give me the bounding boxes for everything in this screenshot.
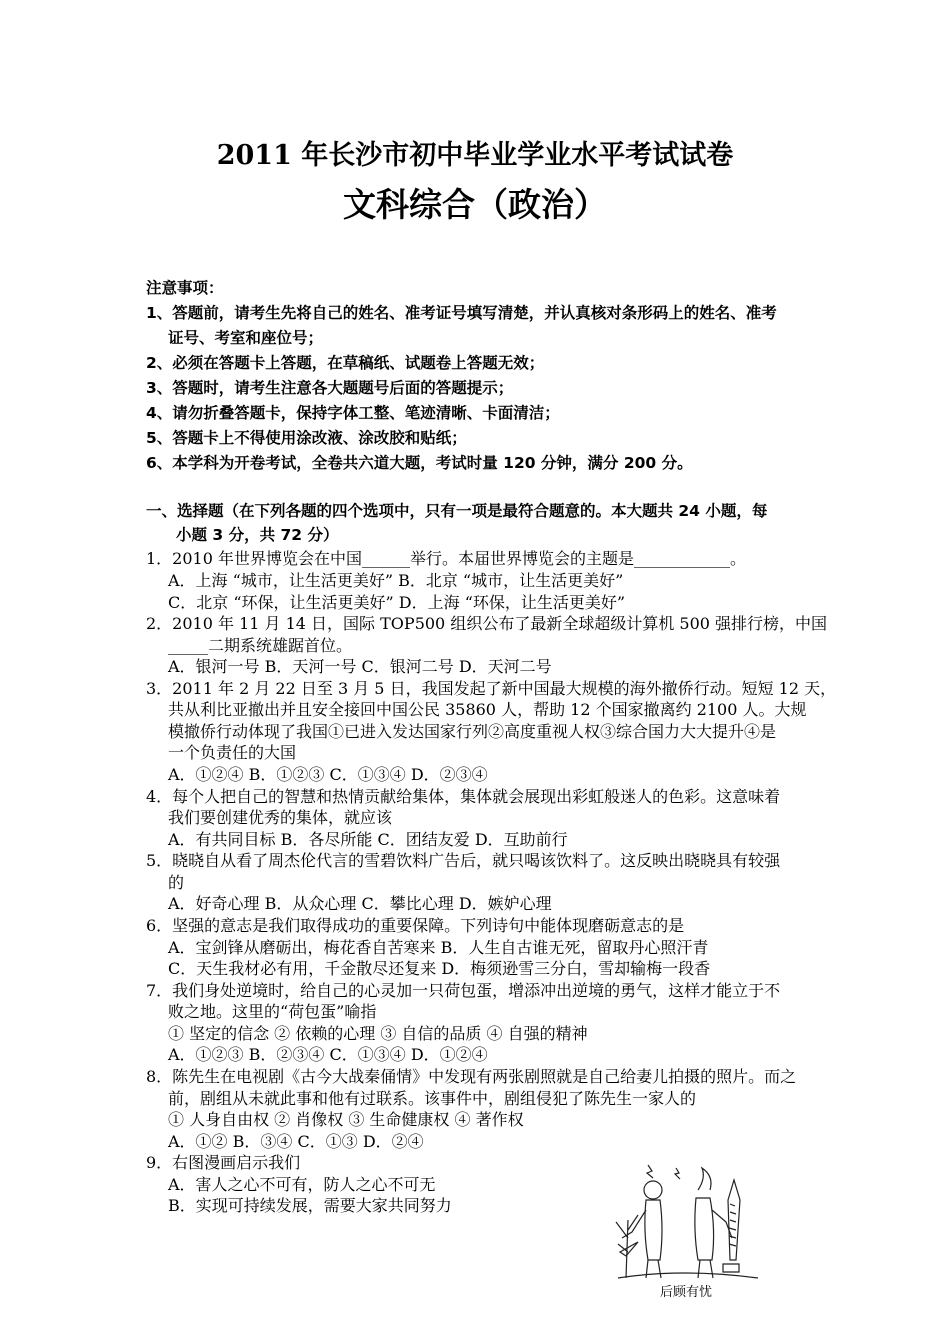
left-man xyxy=(645,1200,662,1260)
right-man-head xyxy=(698,1168,711,1190)
question-8-options: A．①② B．③④ C．①③ D．②④ xyxy=(168,1132,424,1151)
section-heading: 一、选择题（在下列各题的四个选项中，只有一项是最符合题意的。本大题共 24 小题，每 xyxy=(146,502,768,520)
question-3: 3．2011 年 2 月 22 日至 3 月 5 日，我国发起了新中国最大规模的海外撤侨行动。短短 12 天， xyxy=(146,679,837,698)
question-5: 5．晓晓自从看了周杰伦代言的雪碧饮料广告后，就只喝该饮料了。这反映出晓晓具有较强 xyxy=(146,851,781,870)
axe xyxy=(723,1264,739,1272)
question-6: 6．坚强的意志是我们取得成功的重要保障。下列诗句中能体现磨砺意志的是 xyxy=(146,916,685,935)
notice-item: 1、答题前，请考生先将自己的姓名、准考证号填写清楚，并认真核对条形码上的姓名、准考 xyxy=(146,304,777,322)
question-9-option-b: B．实现可持续发展，需要大家共同努力 xyxy=(168,1196,452,1215)
question-7-cont: 败之地。这里的“荷包蛋”喻指 xyxy=(168,1002,377,1021)
section-heading-cont: 小题 3 分，共 72 分） xyxy=(176,526,339,544)
question-1-options: C．北京 “环保，让生活更美好” D．上海 “环保，让生活更美好” xyxy=(168,593,626,612)
ground-line xyxy=(618,1273,758,1278)
right-man xyxy=(695,1198,714,1260)
saw xyxy=(728,1180,740,1260)
question-5-options: A．好奇心理 B．从众心理 C．攀比心理 D．嫉妒心理 xyxy=(168,894,552,913)
question-1-options: A．上海 “城市，让生活更美好” B．北京 “城市，让生活更美好” xyxy=(168,571,624,590)
question-6-options: C．天生我材必有用，千金散尽还复来 D．梅须逊雪三分白，雪却输梅一段香 xyxy=(168,959,711,978)
figure-caption: 后顾有忧 xyxy=(660,1285,713,1300)
question-2-cont: _____二期系统雄踞首位。 xyxy=(168,636,353,655)
watering-can xyxy=(620,1242,638,1256)
question-8-cont: 前，剧组从未就此事和他有过联系。该事件中，剧组侵犯了陈先生一家人的 xyxy=(168,1089,697,1108)
question-4-options: A．有共同目标 B．各尽所能 C．团结友爱 D．互助前行 xyxy=(168,830,568,849)
notice-item: 6、本学科为开卷考试，全卷共六道大题，考试时量 120 分钟，满分 200 分。 xyxy=(146,454,693,472)
exam-title: 2011 年长沙市初中毕业学业水平考试试卷 xyxy=(216,140,734,171)
question-6-options: A．宝剑锋从磨砺出，梅花香自苦寒来 B．人生自古谁无死，留取丹心照汗青 xyxy=(168,938,709,957)
question-2: 2．2010 年 11 月 14 日，国际 TOP500 组织公布了最新全球超级计算机 500 强排行榜，中国 xyxy=(146,614,828,633)
notice-heading: 注意事项： xyxy=(146,279,224,297)
notice-item: 证号、考室和座位号； xyxy=(168,329,324,347)
question-7-options: A．①②③ B．②③④ C．①③④ D．①②④ xyxy=(168,1045,488,1064)
question-4-cont: 我们要创建优秀的集体，就应该 xyxy=(168,808,393,827)
question-2-options: A．银河一号 B．天河一号 C．银河二号 D．天河二号 xyxy=(168,657,552,676)
question-7: 7．我们身处逆境时，给自己的心灵加一只荷包蛋，增添冲出逆境的勇气，这样才能立于不 xyxy=(146,981,781,1000)
question-5-cont: 的 xyxy=(168,873,185,892)
notice-item: 2、必须在答题卡上答题，在草稿纸、试题卷上答题无效； xyxy=(146,354,545,372)
question-3-options: A．①②④ B．①②③ C．①③④ D．②③④ xyxy=(168,765,488,784)
notice-item: 4、请勿折叠答题卡，保持字体工整、笔迹清晰、卡面清洁； xyxy=(146,404,560,422)
question-4: 4．每个人把自己的智慧和热情贡献给集体，集体就会展现出彩虹般迷人的色彩。这意味着 xyxy=(146,787,781,806)
question-8-statements: ① 人身自由权 ② 肖像权 ③ 生命健康权 ④ 著作权 xyxy=(168,1110,524,1129)
question-1: 1．2010 年世界博览会在中国______举行。本届世界博览会的主题是____________。 xyxy=(146,549,746,568)
question-7-statements: ① 坚定的信念 ② 依赖的心理 ③ 自信的品质 ④ 自强的精神 xyxy=(168,1024,588,1043)
question-9-option-a: A．害人之心不可有，防人之心不可无 xyxy=(168,1175,436,1194)
question-9: 9．右图漫画启示我们 xyxy=(146,1153,301,1172)
question-3-cont: 一个负责任的大国 xyxy=(168,743,297,762)
notice-item: 3、答题时，请考生注意各大题题号后面的答题提示； xyxy=(146,379,514,397)
question-3-cont: 模撤侨行动体现了我国①已进入发达国家行列②高度重视人权③综合国力大大提升④是 xyxy=(168,722,777,741)
notice-item: 5、答题卡上不得使用涂改液、涂改胶和贴纸； xyxy=(146,429,467,447)
exam-subtitle: 文科综合（政治） xyxy=(343,185,607,224)
question-8: 8．陈先生在电视剧《古今大战秦俑情》中发现有两张剧照就是自己给妻儿拍摄的照片。而之 xyxy=(146,1067,797,1086)
cartoon-figure xyxy=(598,1160,768,1285)
question-3-cont: 共从利比亚撤出并且安全接回中国公民 35860 人，帮助 12 个国家撤离约 2100 人。大规 xyxy=(168,700,807,719)
lightning xyxy=(647,1165,680,1179)
